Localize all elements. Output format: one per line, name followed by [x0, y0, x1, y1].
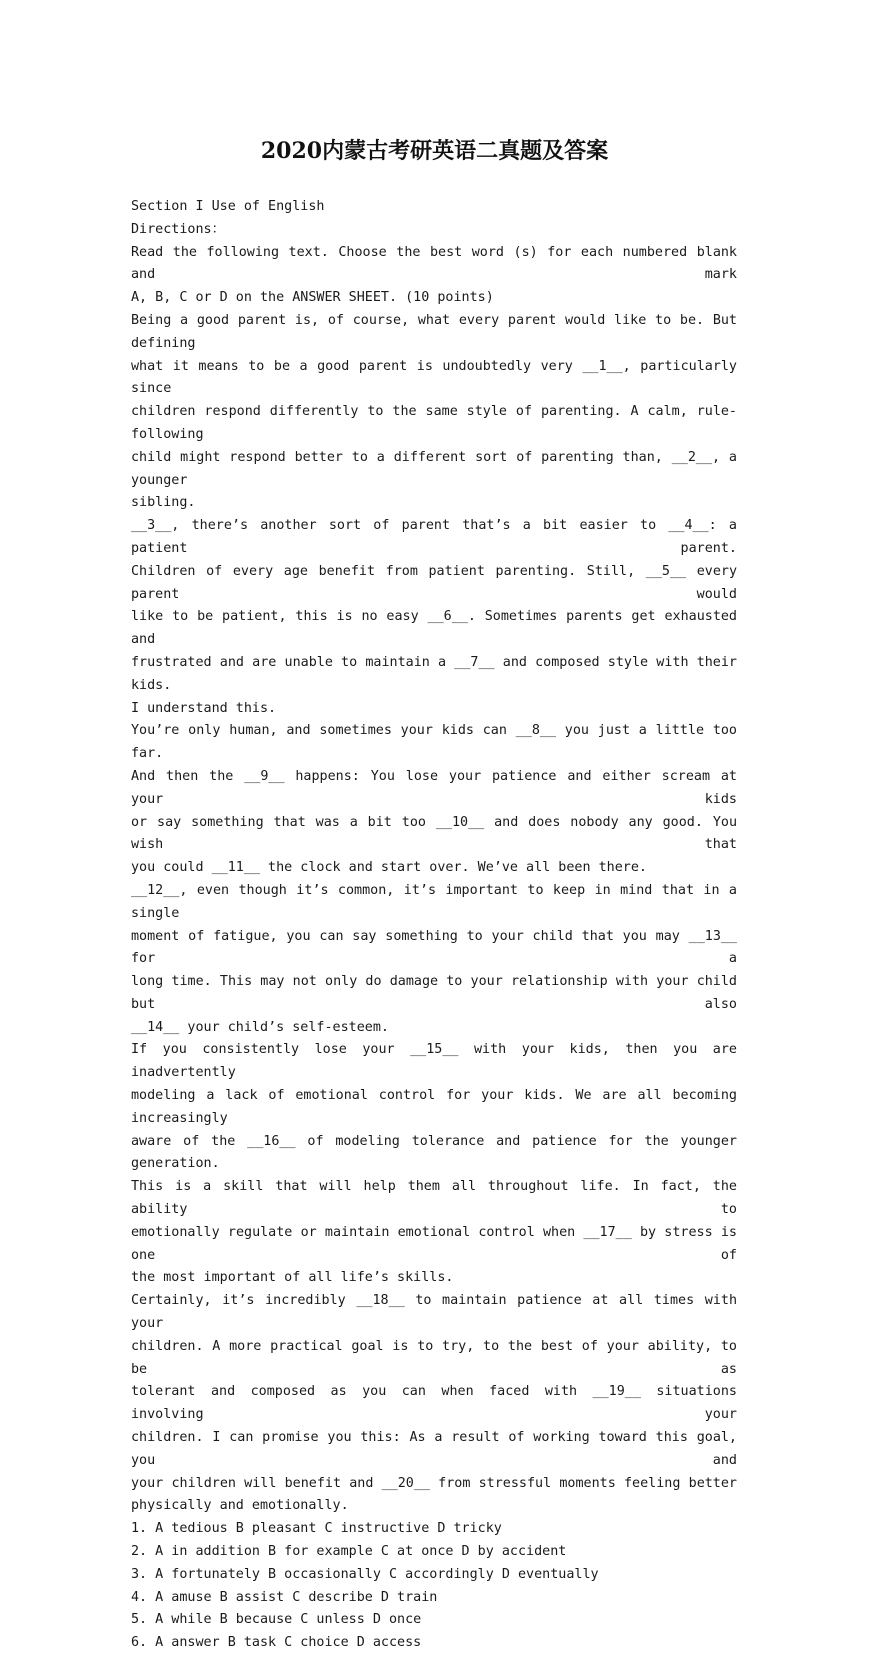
passage-line: children. I can promise you this: As a result of working toward this goal, you and — [131, 1430, 737, 1468]
passage-line: Certainly, it’s incredibly __18__ to maintain patience at all times with your — [131, 1293, 737, 1332]
passage-line: your children will benefit and __20__ from stressful moments feeling better — [131, 1475, 737, 1491]
passage-line: __12__, even though it’s common, it’s important to keep in mind that in a single — [131, 882, 737, 921]
passage-line: __3__, there’s another sort of parent that’s a bit easier to __4__: a patient parent. — [131, 518, 737, 556]
passage-line: long time. This may not only do damage to your relationship with your child but also — [131, 974, 737, 1012]
passage-line: children. A more practical goal is to try, to the best of your ability, to be as — [131, 1338, 737, 1377]
passage-line: physically and emotionally. — [131, 1498, 349, 1514]
passage-line: aware of the __16__ of modeling tolerance and patience for the younger generation. — [131, 1133, 737, 1172]
passage-line: You’re only human, and sometimes your kids can __8__ you just a little too far. — [131, 723, 737, 762]
passage-line: If you consistently lose your __15__ with your kids, then you are inadvertently — [131, 1042, 737, 1081]
passage-line: tolerant and composed as you can when faced with __19__ situations involving your — [131, 1384, 737, 1423]
document-body — [131, 196, 737, 1655]
passage-line: the most important of all life’s skills. — [131, 1270, 454, 1286]
passage-line: moment of fatigue, you can say something to your child that you may __13__ for a — [131, 928, 737, 967]
passage-line: And then the __9__ happens: You lose your patience and either scream at your kids — [131, 768, 737, 807]
passage-line: I understand this. — [131, 700, 277, 716]
option-line: 1. A tedious B pleasant C instructive D tricky — [131, 1521, 502, 1537]
passage-line: what it means to be a good parent is undoubtedly very __1__, particularly since — [131, 358, 737, 397]
page-title: 2020内蒙古考研英语二真题及答案 — [260, 138, 609, 164]
passage-line: like to be patient, this is no easy __6__. Sometimes parents get exhausted and — [131, 609, 737, 648]
passage-line: child might respond better to a different sort of parenting than, __2__, a younger — [131, 449, 737, 488]
passage-line: __14__ your child’s self-esteem. — [131, 1019, 389, 1035]
passage-line: Children of every age benefit from patient parenting. Still, __5__ every parent would — [131, 563, 737, 602]
option-line: 4. A amuse B assist C describe D train — [131, 1589, 438, 1605]
passage-line: or say something that was a bit too __10__ and does nobody any good. You wish that — [131, 814, 737, 853]
directions-text-line: A, B, C or D on the ANSWER SHEET. (10 points) — [131, 290, 494, 306]
option-line: 2. A in addition B for example C at once D by accident — [131, 1544, 567, 1560]
passage-line: modeling a lack of emotional control for your kids. We are all becoming increasingly — [131, 1088, 737, 1126]
directions-text-line: Read the following text. Choose the best word (s) for each numbered blank and mark — [131, 244, 737, 283]
passage-line: children respond differently to the same style of parenting. A calm, rule-following — [131, 404, 737, 442]
answer-options — [131, 1518, 737, 1655]
passage-line: frustrated and are unable to maintain a __7__ and composed style with their kids. — [131, 654, 737, 693]
option-line: 5. A while B because C unless D once — [131, 1612, 422, 1628]
passage-line: emotionally regulate or maintain emotional control when __17__ by stress is one of — [131, 1224, 737, 1263]
option-line: 3. A fortunately B occasionally C accordingly D eventually — [131, 1566, 599, 1582]
option-line: 6. A answer B task C choice D access — [131, 1635, 422, 1651]
directions-label: Directions： — [131, 221, 226, 237]
section-heading: Section I Use of English — [131, 199, 325, 214]
passage-line: This is a skill that will help them all throughout life. In fact, the ability to — [131, 1179, 737, 1218]
passage-line: you could __11__ the clock and start over. We’ve all been there. — [131, 860, 647, 876]
passage-line: sibling. — [131, 495, 196, 511]
passage-line: Being a good parent is, of course, what every parent would like to be. But defining — [131, 312, 737, 351]
